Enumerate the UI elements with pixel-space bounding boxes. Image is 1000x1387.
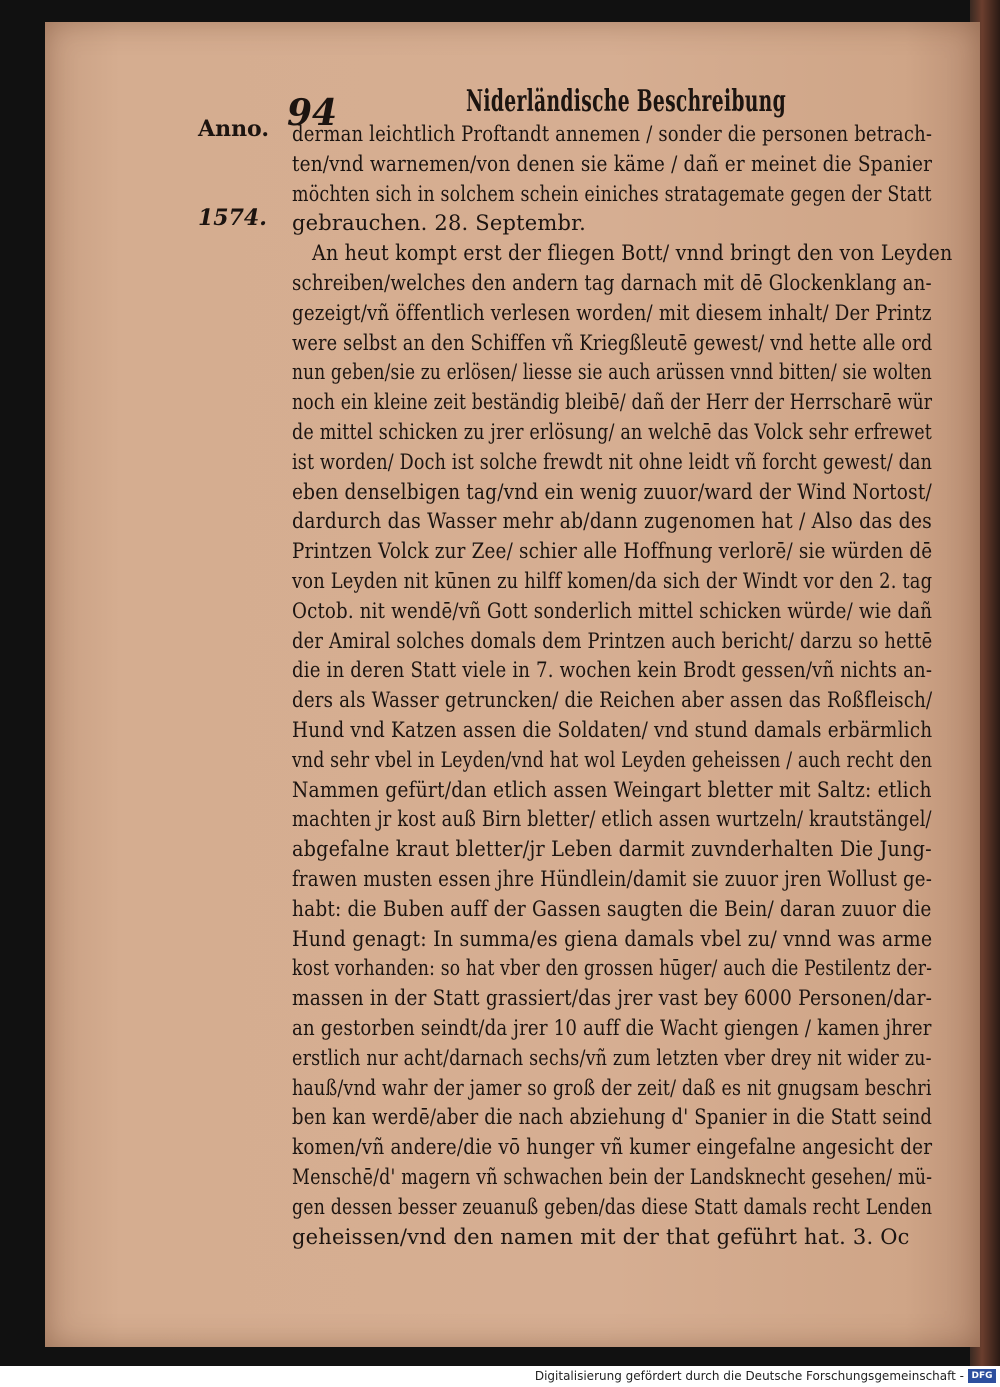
text-line: an gestorben seindt/da jrer 10 auff die Wacht giengen / kamen jhrer — [292, 1016, 932, 1040]
text-line: derman leichtlich Proftandt annemen / sonder die personen betrach- — [292, 122, 933, 146]
text-line: An heut kompt erst der fliegen Bott/ vnnd bringt den von Leyden — [312, 241, 953, 266]
text-line: die in deren Statt viele in 7. wochen kein Brodt gessen/vñ nichts an- — [292, 658, 933, 683]
text-line: Hund genagt: In summa/es giena damals vbel zu/ vnnd was arme — [292, 926, 933, 951]
text-line: der Amiral solches domals dem Printzen auch bericht/ darzu so hettē — [292, 628, 933, 653]
text-line: gebrauchen. 28. Septembr. — [292, 211, 586, 236]
text-line: ders als Wasser getruncken/ die Reichen aber assen das Roßfleisch/ — [292, 688, 933, 713]
text-line: erstlich nur acht/darnach sechs/vñ zum letzten vber drey nit wider zu- — [292, 1045, 932, 1070]
page-number: 94 — [287, 92, 338, 134]
text-line: ten/vnd warnemen/von denen sie käme / dañ er meinet die Spanier — [292, 151, 933, 176]
text-line: kost vorhanden: so hat vber den grossen hūger/ auch die Pestilentz der- — [292, 956, 933, 981]
text-line: Hund vnd Katzen assen die Soldaten/ vnd stund damals erbärmlich — [292, 718, 933, 742]
text-line: habt: die Buben auff der Gassen saugten die Bein/ daran zuuor die — [292, 896, 932, 921]
text-line: Printzen Volck zur Zee/ schier alle Hoffnung verlorē/ sie würden dē — [292, 539, 933, 564]
margin-label-anno: Anno. — [198, 116, 270, 142]
text-line: ben kan werdē/aber die nach abziehung d' Spanier in die Statt seind — [292, 1105, 933, 1130]
running-head: Niderländische Beschreibung — [466, 84, 786, 119]
text-line: ist worden/ Doch ist solche frewdt nit ohne leidt vñ forcht gewest/ dan — [292, 449, 933, 474]
text-line: were selbst an den Schiffen vñ Kriegßleutē gewest/ vnd hette alle ord — [292, 330, 933, 355]
footer-credit: Digitalisierung gefördert durch die Deutsche Forschungsgemeinschaft - — [534, 1369, 964, 1383]
text-line: machten jr kost auß Birn bletter/ etlich assen wurtzeln/ krautstängel/ — [292, 807, 932, 832]
text-line: de mittel schicken zu jrer erlösung/ an welchē das Volck sehr erfrewet — [292, 420, 932, 444]
text-line: eben denselbigen tag/vnd ein wenig zuuor/ward der Wind Nortost/ — [292, 479, 932, 504]
text-line: gezeigt/vñ öffentlich verlesen worden/ mit diesem inhalt/ Der Printz — [292, 300, 932, 325]
text-line: Octob. nit wendē/vñ Gott sonderlich mittel schicken würde/ wie dañ — [292, 598, 933, 623]
text-line: frawen musten essen jhre Hündlein/damit sie zuuor jren Wollust ge- — [292, 867, 933, 891]
text-line: vnd sehr vbel in Leyden/vnd hat wol Leyden geheissen / auch recht den — [292, 747, 933, 772]
text-line: nun geben/sie zu erlösen/ liesse sie auch arüssen vnnd bitten/ sie wolten — [292, 360, 932, 385]
text-line: komen/vñ andere/die vō hunger vñ kumer eingefalne angesicht der — [292, 1135, 933, 1160]
text-line: schreiben/welches den andern tag darnach mit dē Glockenklang an- — [292, 271, 932, 295]
text-line: dardurch das Wasser mehr ab/dann zugenomen hat / Also das des — [292, 509, 932, 534]
text-line: gen dessen besser zeuanuß geben/das diese Statt damals recht Lenden — [292, 1194, 933, 1219]
text-line: hauß/vnd wahr der jamer so groß der zeit/ daß es nit gnugsam beschri — [292, 1075, 932, 1100]
text-line: Nammen gefürt/dan etlich assen Weingart bletter mit Saltz: etlich — [292, 777, 932, 802]
text-line: Menschē/d' magern vñ schwachen bein der Landsknecht gesehen/ mü- — [292, 1165, 933, 1189]
text-line: möchten sich in solchem schein einiches stratagemate gegen der Statt — [292, 181, 932, 206]
footer-bar — [0, 1366, 1000, 1387]
text-line: noch ein kleine zeit beständig bleibē/ dañ der Herr der Herrscharē wür — [292, 390, 933, 415]
text-line: abgefalne kraut bletter/jr Leben darmit zuvnderhalten Die Jung- — [292, 837, 932, 862]
margin-label-year: 1574. — [198, 205, 267, 231]
text-line: von Leyden nit kūnen zu hilff komen/da sich der Windt vor den 2. tag — [292, 569, 933, 593]
dfg-logo: DFG — [968, 1369, 996, 1383]
text-line: geheissen/vnd den namen mit der that geführt hat. 3. Oc — [292, 1224, 910, 1249]
text-line: massen in der Statt grassiert/das jrer vast bey 6000 Personen/dar- — [292, 986, 933, 1011]
